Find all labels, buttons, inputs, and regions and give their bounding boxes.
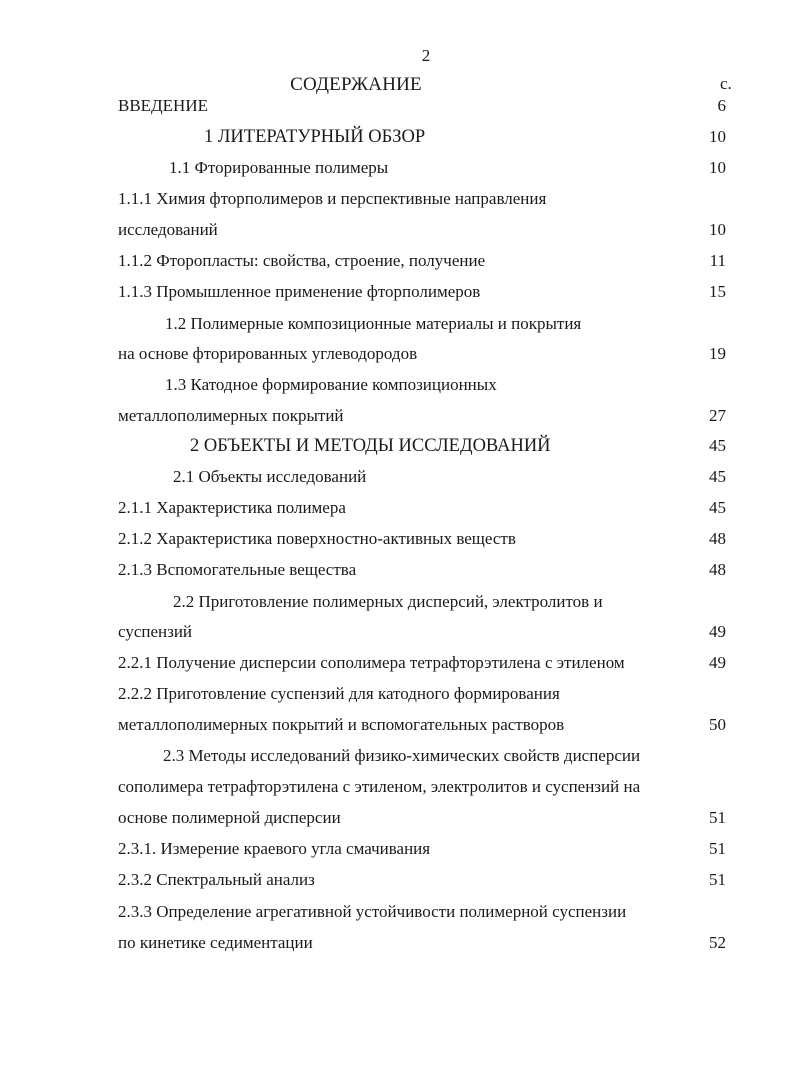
toc-entry-title: 1.2 Полимерные композиционные материалы и покрытия bbox=[165, 314, 582, 333]
toc-entry bbox=[0, 313, 792, 335]
toc-entry-title: 2 ОБЪЕКТЫ И МЕТОДЫ ИССЛЕДОВАНИЙ bbox=[190, 436, 551, 456]
toc-entry-title: сополимера тетрафторэтилена с этиленом, электролитов и суспензий на bbox=[118, 777, 641, 796]
toc-entry-title: 1.1.2 Фторопласты: свойства, строение, получение bbox=[118, 251, 486, 270]
toc-entry bbox=[0, 126, 792, 148]
toc-entry-title: суспензий bbox=[118, 622, 193, 641]
toc-entry bbox=[0, 745, 792, 767]
toc-entry bbox=[0, 95, 792, 117]
toc-entry bbox=[0, 901, 792, 923]
toc-entry-page-number: 6 bbox=[717, 96, 726, 115]
toc-entry-title: основе полимерной дисперсии bbox=[118, 808, 341, 827]
toc-entry bbox=[0, 776, 792, 798]
toc-entry bbox=[0, 466, 792, 488]
toc-entry bbox=[0, 932, 792, 954]
toc-title: СОДЕРЖАНИЕ bbox=[290, 74, 422, 95]
toc-entry-title: 2.2.1 Получение дисперсии сополимера тетрафторэтилена с этиленом bbox=[118, 653, 625, 672]
toc-entry-title: исследований bbox=[118, 220, 218, 239]
toc-entry-title: 1.1 Фторированные полимеры bbox=[169, 158, 389, 177]
toc-entry-page-number: 48 bbox=[709, 560, 726, 579]
toc-entry-title: металлополимерных покрытий и вспомогательных растворов bbox=[118, 715, 565, 734]
toc-entry bbox=[0, 188, 792, 210]
toc-entry bbox=[0, 652, 792, 674]
toc-entry-title: по кинетике седиментации bbox=[118, 933, 313, 952]
toc-entry bbox=[0, 219, 792, 241]
toc-entry-page-number: 45 bbox=[709, 436, 726, 455]
toc-entry-page-number: 45 bbox=[709, 467, 726, 486]
toc-entry-title: 2.3.2 Спектральный анализ bbox=[118, 870, 315, 889]
toc-entry-title: 1.1.1 Химия фторполимеров и перспективные направления bbox=[118, 189, 547, 208]
toc-entry-page-number: 50 bbox=[709, 715, 726, 734]
toc-entry bbox=[0, 374, 792, 396]
toc-entry bbox=[0, 157, 792, 179]
toc-entry-page-number: 45 bbox=[709, 498, 726, 517]
page-number: 2 bbox=[421, 46, 431, 65]
toc-entry bbox=[0, 591, 792, 613]
toc-entry-page-number: 51 bbox=[709, 839, 726, 858]
toc-entry-title: металлополимерных покрытий bbox=[118, 406, 344, 425]
toc-entry-title: 2.1.2 Характеристика поверхностно-активных веществ bbox=[118, 529, 516, 548]
toc-entry-page-number: 48 bbox=[709, 529, 726, 548]
toc-entry bbox=[0, 343, 792, 365]
toc-entry-title: ВВЕДЕНИЕ bbox=[118, 96, 208, 115]
toc-entry-title: 2.3.3 Определение агрегативной устойчивости полимерной суспензии bbox=[118, 902, 627, 921]
toc-entry-title: 1.3 Катодное формирование композиционных bbox=[165, 375, 497, 394]
toc-entry-page-number: 49 bbox=[709, 622, 726, 641]
toc-entry bbox=[0, 869, 792, 891]
toc-entry bbox=[0, 838, 792, 860]
toc-entry-title: 2.1 Объекты исследований bbox=[173, 467, 367, 486]
toc-entry bbox=[0, 621, 792, 643]
toc-entry bbox=[0, 250, 792, 272]
toc-entry-title: 2.3 Методы исследований физико-химических свойств дисперсии bbox=[163, 746, 641, 765]
toc-entry bbox=[0, 405, 792, 427]
toc-entry-title: 2.2 Приготовление полимерных дисперсий, электролитов и bbox=[173, 592, 603, 611]
toc-entry-title: 2.2.2 Приготовление суспензий для катодного формирования bbox=[118, 684, 560, 703]
toc-entry-page-number: 51 bbox=[709, 870, 726, 889]
toc-entry-title: 1 ЛИТЕРАТУРНЫЙ ОБЗОР bbox=[204, 127, 426, 147]
toc-entry-page-number: 52 bbox=[709, 933, 726, 952]
toc-entry-page-number: 10 bbox=[709, 158, 726, 177]
toc-entry-page-number: 27 bbox=[709, 406, 726, 425]
toc-entry bbox=[0, 281, 792, 303]
toc-entry bbox=[0, 497, 792, 519]
toc-entry-page-number: 49 bbox=[709, 653, 726, 672]
toc-entry bbox=[0, 559, 792, 581]
page-column-label: с. bbox=[720, 74, 732, 93]
toc-entry-title: 1.1.3 Промышленное применение фторполимеров bbox=[118, 282, 481, 301]
toc-entry-title: на основе фторированных углеводородов bbox=[118, 344, 418, 363]
toc-entry bbox=[0, 714, 792, 736]
toc-entry-title: 2.1.1 Характеристика полимера bbox=[118, 498, 346, 517]
toc-entry bbox=[0, 807, 792, 829]
toc-entry-title: 2.1.3 Вспомогательные вещества bbox=[118, 560, 357, 579]
toc-entry-page-number: 10 bbox=[709, 127, 726, 146]
toc-entry-page-number: 10 bbox=[709, 220, 726, 239]
toc-entry-page-number: 11 bbox=[709, 251, 726, 270]
toc-entry bbox=[0, 528, 792, 550]
toc-entry-page-number: 51 bbox=[709, 808, 726, 827]
toc-entry bbox=[0, 435, 792, 457]
toc-entry-title: 2.3.1. Измерение краевого угла смачивания bbox=[118, 839, 431, 858]
toc-entry-page-number: 15 bbox=[709, 282, 726, 301]
toc-entry bbox=[0, 683, 792, 705]
toc-entry-page-number: 19 bbox=[709, 344, 726, 363]
